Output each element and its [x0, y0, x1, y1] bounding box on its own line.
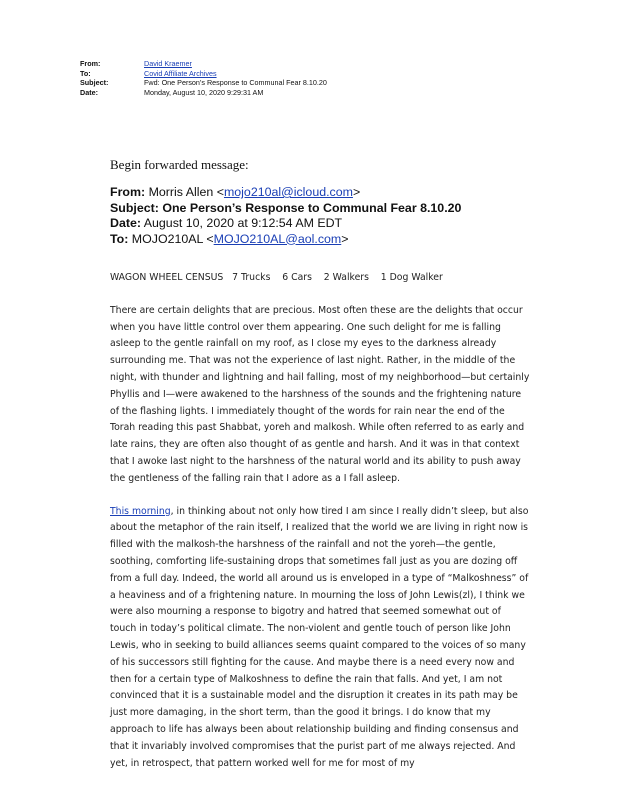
forwarded-subject-label: Subject:: [110, 200, 159, 215]
header-to-label: To:: [80, 68, 91, 78]
header-from-link[interactable]: David Kraemer: [144, 59, 192, 68]
header-subject-label: Subject:: [80, 78, 109, 88]
header-date-value: Monday, August 10, 2020 9:29:31 AM: [144, 87, 264, 97]
header-from-label: From:: [80, 59, 101, 68]
body-paragraph-2: [110, 504, 530, 773]
forwarded-from-email[interactable]: mojo210al@icloud.com: [223, 185, 353, 199]
email-header: [80, 59, 327, 97]
forwarded-subject-value: One Person’s Response to Communal Fear 8.10.20: [162, 200, 462, 215]
forwarded-date-label: Date:: [110, 216, 141, 230]
forwarded-date-value: August 10, 2020 at 9:12:54 AM EDT: [143, 216, 343, 230]
message-body: [110, 270, 530, 788]
header-date-label: Date:: [80, 87, 98, 97]
forwarded-to-line: [110, 232, 461, 248]
forward-intro: Begin forwarded message:: [110, 157, 249, 172]
forwarded-meta: [110, 185, 461, 247]
forwarded-from-close: >: [352, 185, 361, 199]
forwarded-date-line: [110, 216, 461, 232]
header-from-row: [80, 59, 327, 69]
forwarded-to-email[interactable]: MOJO210AL@aol.com: [213, 231, 342, 246]
body-paragraph-2-text: , in thinking about not only how tired I am since I really didn’t sleep, but also about the metaphor of the rain itself, I realized that the world we are living in right now is filled with the malkosh-the harshness of the rainfall and not the yoreh—the gentle, soothing, comforting life-sustaining drops that sometimes fall just as you are dozing off from a full day. Indeed, the world all around us is enveloped in a type of “Malkoshness” of a heaviness and of a frightening nature. In mourning the loss of John Lewis(zl), I think we were also mourning a response to bigotry and hatred that seemed somewhat out of touch in today’s political climate. The non-violent and gentle touch of person like John Lewis, who in seeking to build alliances seems quaint compared to the voices of so many of his successors still fighting for the cause. And maybe there is a need every now and then for a certain type of Malkoshness to define the rain that falls. And yet, I am not convinced that it is a sustainable model and the disruption it creates in its path may be just more damaging, in the short term, than the good it brings. I do know that my approach to life has always been about relationship building and finding consensus and that it invariably involved compromises that the purist part of me always rejected. And yet, in retrospect, that pattern worked well for me for most of my: [110, 505, 529, 769]
header-subject-value: Fwd: One Person’s Response to Communal Fear 8.10.20: [144, 78, 327, 88]
forwarded-from-label: From:: [110, 185, 146, 199]
header-date-row: [80, 88, 327, 98]
wagon-wheel-census: WAGON WHEEL CENSUS 7 Trucks 6 Cars 2 Walkers 1 Dog Walker: [110, 272, 443, 283]
forwarded-to-name: MOJO210AL <: [131, 231, 214, 246]
header-to-row: [80, 69, 327, 79]
header-subject-row: [80, 78, 327, 88]
forwarded-to-label: To:: [110, 231, 129, 246]
header-to-link[interactable]: Covid Affiliate Archives: [144, 68, 217, 78]
forwarded-to-close: >: [341, 231, 349, 246]
forwarded-subject-line: [110, 201, 461, 217]
forwarded-from-name: Morris Allen <: [148, 185, 224, 199]
body-paragraph-1: There are certain delights that are precious. Most often these are the delights that occur when you have little control over them appearing. One such delight for me is falling asleep to the gentle rainfall on my roof, as I close my eyes to the darkness already surrounding me. That was not the experience of last night. Rather, in the middle of the night, with thunder and lightning and hail falling, most of my neighborhood—but certainly Phyllis and I—were awakened to the harshness of the sounds and the frightening nature of the flashing lights. I immediately thought of the words for rain near the end of the Torah reading this past Shabbat, yoreh and malkosh. While often referred to as early and late rains, they are often also thought of as gentle and harsh. And it was in that context that I awoke last night to the harshness of the natural world and its ability to push away the gentleness of the falling rain that I adore as a I fall asleep.: [110, 304, 530, 484]
this-morning-link[interactable]: This morning: [110, 505, 171, 517]
forwarded-from-line: [110, 185, 461, 201]
